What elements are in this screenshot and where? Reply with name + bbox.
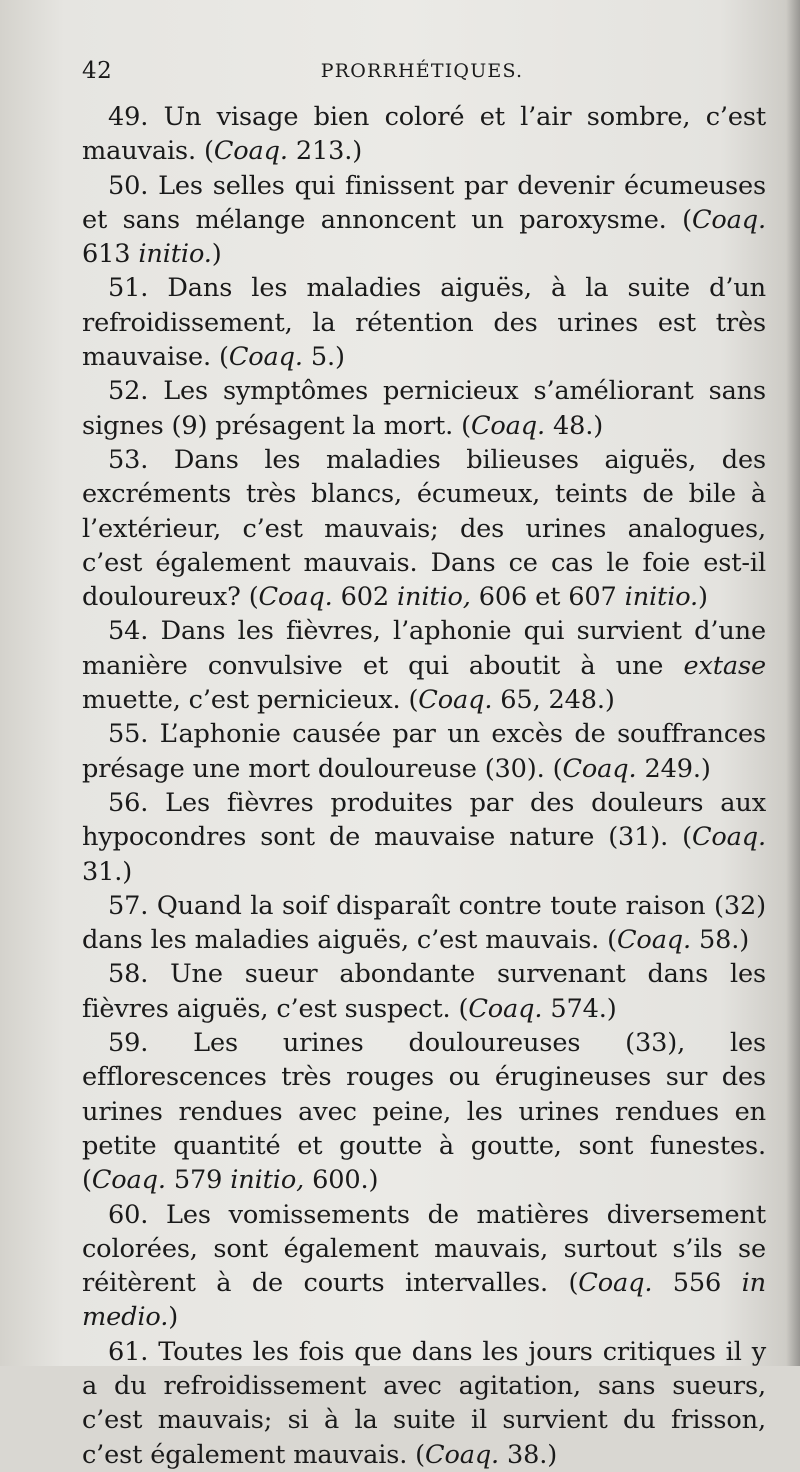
aphorism-italic-text: Coaq. xyxy=(470,410,545,441)
aphorism-paragraph xyxy=(82,614,766,717)
aphorism-text: 249.) xyxy=(636,753,711,784)
aphorism-italic-text: Coaq. xyxy=(691,822,766,853)
aphorism-text: 31.) xyxy=(82,856,133,887)
page-edge-shadow xyxy=(786,0,800,1366)
aphorism-number: 49. xyxy=(108,102,149,132)
aphorism-text: Dans les maladies aiguës, à la suite d’un refroidissement, la rétention des urines est très mauvaise. ( xyxy=(82,273,766,373)
aphorism-paragraph xyxy=(82,717,766,786)
aphorism-text: Les fièvres produites par des douleurs aux hypocondres sont de mauvaise nature (31). ( xyxy=(82,787,766,853)
aphorism-text: 579 xyxy=(165,1165,231,1196)
aphorism-italic-text: extase xyxy=(683,650,766,681)
aphorism-paragraph xyxy=(82,443,766,614)
aphorism-number: 57. xyxy=(108,890,149,921)
aphorism-text: 38.) xyxy=(499,1439,558,1470)
aphorism-paragraph xyxy=(82,786,766,889)
aphorism-italic-text: Coaq. xyxy=(91,1165,166,1196)
aphorism-text: Les vomissements de matières diversement colorées, sont également mauvais, surtout s’ils se réitèrent à de courts intervalles. ( xyxy=(82,1199,766,1299)
aphorism-italic-text: initio, xyxy=(396,582,471,613)
aphorism-text: Dans les maladies bilieuses aiguës, des excréments très blancs, écumeux, teints de bile à l’extérieur, c’est mauvais; des urines analogues, c’est également mauvais. Dans ce cas le foie est-il douloureux? ( xyxy=(82,444,766,613)
aphorism-number: 54. xyxy=(108,616,149,647)
aphorism-italic-text: Coaq. xyxy=(213,136,288,167)
aphorism-paragraph xyxy=(82,271,766,374)
aphorism-text: 213.) xyxy=(287,136,363,167)
page-number: 42 xyxy=(82,58,113,84)
aphorism-italic-text: Coaq. xyxy=(258,582,333,613)
aphorism-text: 602 xyxy=(332,582,397,613)
aphorism-text: Quand la soif disparaît contre toute raison (32) dans les maladies aiguës, c’est mauvais. ( xyxy=(82,890,766,956)
aphorism-italic-text: Coaq. xyxy=(418,685,493,716)
aphorism-italic-text: Coaq. xyxy=(562,753,637,784)
aphorism-italic-text: initio, xyxy=(230,1165,305,1196)
aphorism-text: Dans les fièvres, l’aphonie qui survient d’une manière convulsive et qui aboutit à une xyxy=(82,616,766,681)
aphorism-text: 574.) xyxy=(542,993,617,1024)
aphorism-italic-text: Coaq. xyxy=(691,204,766,235)
aphorism-number: 51. xyxy=(108,273,149,304)
aphorism-text: Les symptômes pernicieux s’améliorant sans signes (9) présagent la mort. ( xyxy=(82,376,766,441)
aphorism-text: Les urines douloureuses (33), les efflorescences très rouges ou érugineuses sur des urines rendues avec peine, les urines rendues en petite quantité et goutte à goutte, sont funestes. ( xyxy=(82,1028,766,1196)
aphorism-italic-text: initio. xyxy=(138,239,212,270)
aphorism-number: 53. xyxy=(108,444,149,475)
aphorism-number: 58. xyxy=(108,959,149,990)
aphorism-text: Les selles qui finissent par devenir écumeuses et sans mélange annoncent un paroxysme. ( xyxy=(82,170,766,235)
aphorism-number: 52. xyxy=(108,376,149,407)
aphorism-number: 50. xyxy=(108,170,149,201)
aphorism-text: ) xyxy=(168,1302,179,1333)
page-body xyxy=(82,100,766,1472)
page-header xyxy=(82,58,762,92)
aphorism-text: ) xyxy=(211,239,222,270)
aphorism-text: ) xyxy=(698,582,708,613)
aphorism-text: 58.) xyxy=(691,925,750,956)
aphorism-paragraph xyxy=(82,374,766,443)
aphorism-italic-text: initio. xyxy=(624,582,699,613)
aphorism-number: 60. xyxy=(108,1199,149,1230)
aphorism-text: 5.) xyxy=(302,342,345,373)
aphorism-text: muette, c’est pernicieux. ( xyxy=(82,685,419,716)
aphorism-text: 600.) xyxy=(304,1165,379,1196)
aphorism-paragraph xyxy=(82,1335,766,1472)
aphorism-italic-text: Coaq. xyxy=(425,1439,500,1470)
aphorism-number: 55. xyxy=(108,719,149,750)
aphorism-italic-text: Coaq. xyxy=(228,342,303,373)
aphorism-paragraph xyxy=(82,1198,766,1335)
aphorism-italic-text: Coaq. xyxy=(578,1268,653,1299)
aphorism-number: 56. xyxy=(108,787,149,818)
aphorism-text: Toutes les fois que dans les jours critiques il y a du refroidissement avec agitation, sans sueurs, c’est mauvais; si à la suite il survient du frisson, c’est également mauvais. ( xyxy=(82,1336,766,1470)
aphorism-paragraph xyxy=(82,100,766,169)
aphorism-italic-text: Coaq. xyxy=(617,925,692,956)
aphorism-text: Un visage bien coloré et l’air sombre, c’est mauvais. ( xyxy=(82,102,766,167)
aphorism-number: 59. xyxy=(108,1028,149,1059)
aphorism-text: 65, 248.) xyxy=(492,685,615,716)
aphorism-text: 48.) xyxy=(545,410,604,441)
aphorism-number: 61. xyxy=(108,1336,149,1367)
aphorism-text: 613 xyxy=(82,239,139,270)
aphorism-italic-text: in medio. xyxy=(82,1268,767,1333)
aphorism-paragraph xyxy=(82,957,766,1026)
aphorism-text: Une sueur abondante survenant dans les fièvres aiguës, c’est suspect. ( xyxy=(82,959,766,1024)
aphorism-paragraph xyxy=(82,169,766,272)
aphorism-text: 606 et 607 xyxy=(470,582,625,613)
aphorism-paragraph xyxy=(82,1026,766,1197)
aphorism-text: 556 xyxy=(652,1268,742,1299)
aphorism-paragraph xyxy=(82,889,766,958)
running-title: PRORRHÉTIQUES. xyxy=(320,60,524,82)
aphorism-italic-text: Coaq. xyxy=(468,993,543,1024)
aphorism-text: L’aphonie causée par un excès de souffrances présage une mort douloureuse (30). ( xyxy=(82,719,766,784)
